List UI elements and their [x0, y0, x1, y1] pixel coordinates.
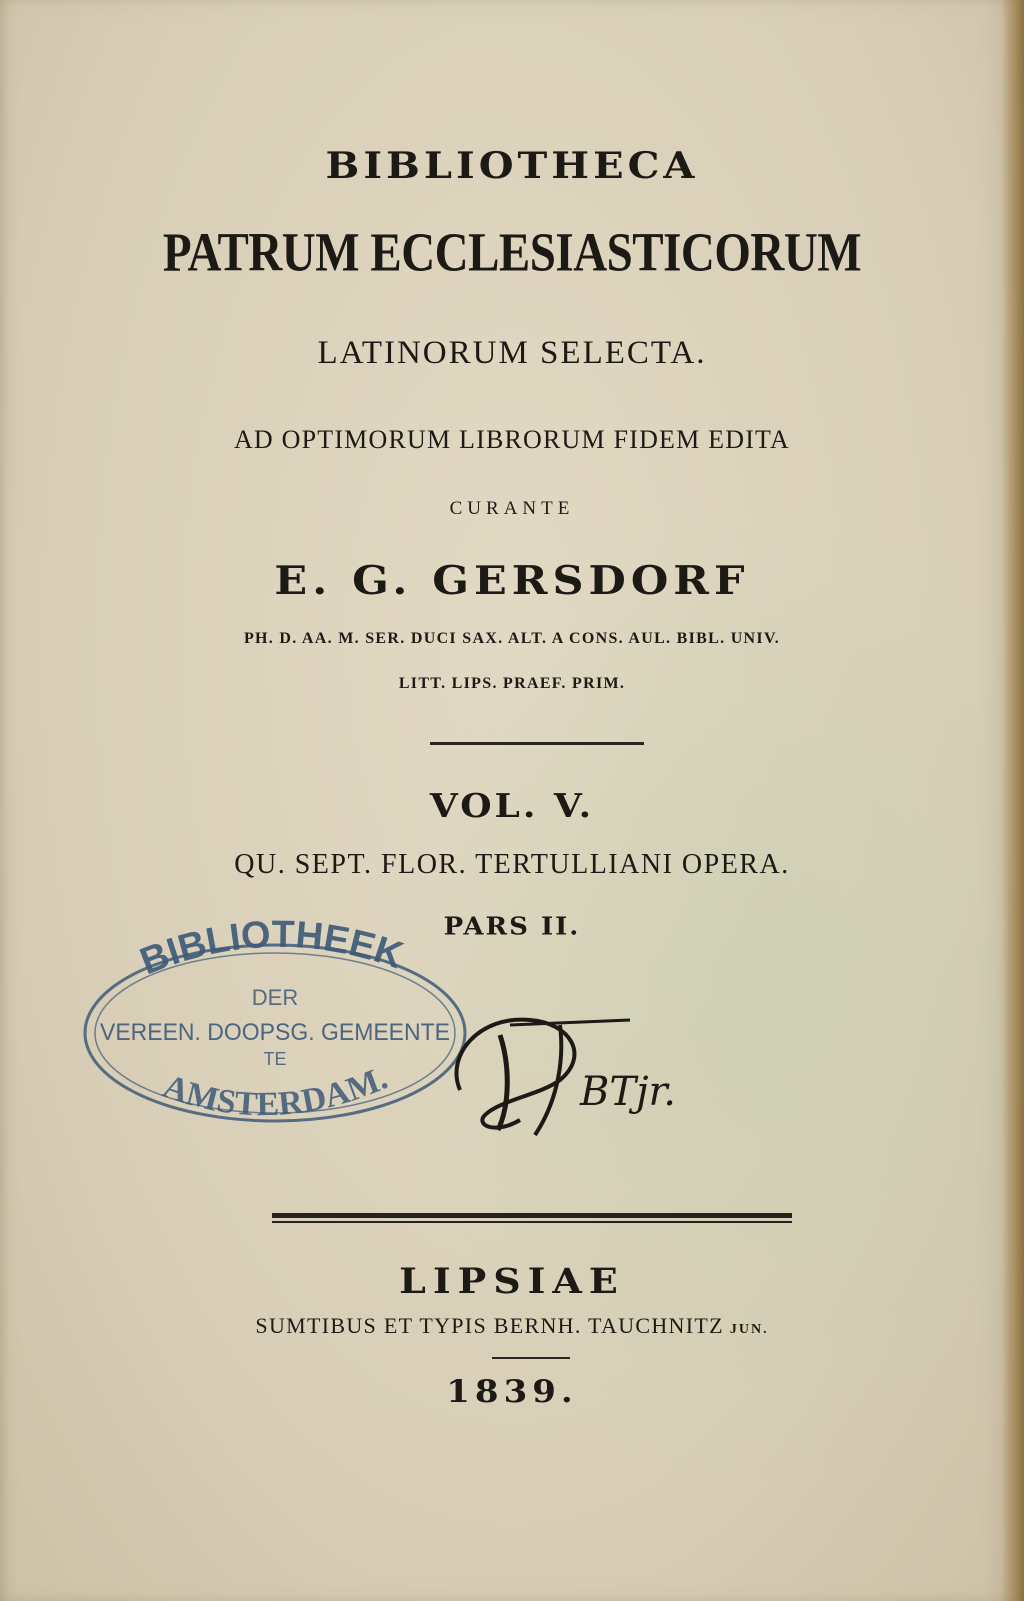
title-line-bibliotheca: BIBLIOTHECA: [325, 143, 699, 188]
title-line-latinorum: LATINORUM SELECTA.: [317, 335, 707, 371]
editor-credentials-line2: LITT. LIPS. PRAEF. PRIM.: [398, 675, 626, 692]
editor-name: E. G. GERSDORF: [274, 558, 750, 604]
library-stamp: [40, 915, 480, 1155]
divider-short: [430, 742, 644, 745]
publisher-name: SUMTIBUS ET TYPIS BERNH. TAUCHNITZ: [255, 1313, 724, 1338]
publication-year: 1839.: [446, 1373, 578, 1411]
subtitle: AD OPTIMORUM LIBRORUM FIDEM EDITA: [233, 425, 791, 454]
monogram-stroke-b: [456, 1020, 574, 1128]
stamp-line5: AMSTERDAM.: [158, 1059, 393, 1124]
part-number: PARS II.: [443, 913, 581, 941]
publisher-line: [0, 1313, 1024, 1339]
publisher-suffix: JUN.: [729, 1322, 769, 1337]
library-stamp-graphic: [40, 915, 480, 1155]
editor-credentials-line1: PH. D. AA. M. SER. DUCI SAX. ALT. A CONS. AUL. BIBL. UNIV.: [243, 630, 781, 647]
owner-monogram: [440, 995, 676, 1145]
monogram-text: BTjr.: [580, 1069, 676, 1115]
volume-content: QU. SEPT. FLOR. TERTULLIANI OPERA.: [234, 849, 790, 880]
title-line-patrum: PATRUM ECCLESIASTICORUM: [162, 222, 862, 284]
monogram-stroke-t: [535, 1025, 561, 1135]
stamp-line1: BIBLIOTHEEK: [134, 915, 409, 984]
monogram-stroke-stem: [498, 1035, 507, 1130]
place-of-publication: LIPSIAE: [399, 1259, 625, 1302]
stamp-line2: DER: [251, 985, 299, 1010]
curante-label: CURANTE: [449, 498, 575, 519]
stamp-line4: TE: [263, 1049, 287, 1069]
monogram-graphic: [440, 995, 676, 1145]
divider-double: [272, 1213, 792, 1223]
volume-number: VOL. V.: [429, 786, 595, 826]
stamp-line3: VEREEN. DOOPSG. GEMEENTE: [100, 1019, 450, 1046]
divider-year: [492, 1357, 570, 1359]
